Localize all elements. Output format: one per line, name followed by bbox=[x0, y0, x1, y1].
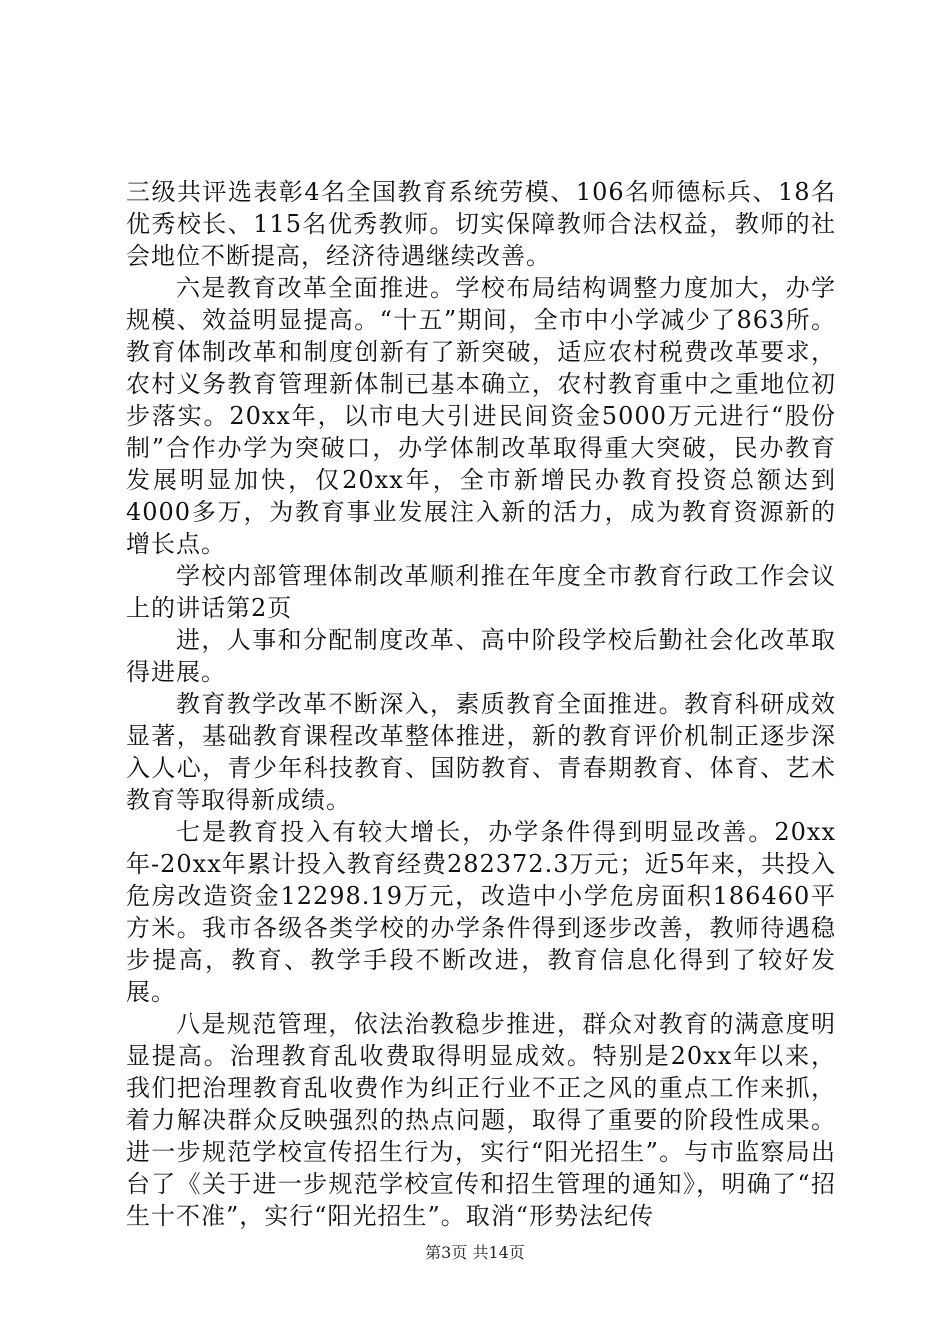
page-number-label: 第3页 共14页 bbox=[425, 1243, 525, 1262]
paragraph-3: 学校内部管理体制改革顺利推在年度全市教育行政工作会议上的讲话第2页 bbox=[126, 562, 836, 622]
paragraph-6: 七是教育投入有较大增长，办学条件得到明显改善。20xx年-20xx年累计投入教育经费282372.3万元；近5年来，共投入危房改造资金12298.19万元，改造中小学危房面积186460平方米。我市各级各类学校的办学条件得到逐步改善，教师待遇稳步提高，教育、教学手段不断改进，教育信息化得到了较好发展。 bbox=[126, 818, 836, 1006]
paragraph-5: 教育教学改革不断深入，素质教育全面推进。教育科研成效显著，基础教育课程改革整体推进，新的教育评价机制正逐步深入人心，青少年科技教育、国防教育、青春期教育、体育、艺术教育等取得新成绩。 bbox=[126, 690, 836, 814]
paragraph-1: 三级共评选表彰4名全国教育系统劳模、106名师德标兵、18名优秀校长、115名优秀教师。切实保障教师合法权益，教师的社会地位不断提高，经济待遇继续改善。 bbox=[126, 178, 836, 270]
page-footer bbox=[0, 1240, 950, 1263]
document-body bbox=[126, 176, 836, 1232]
paragraph-4: 进，人事和分配制度改革、高中阶段学校后勤社会化改革取得进展。 bbox=[126, 626, 836, 686]
paragraph-7: 八是规范管理，依法治教稳步推进，群众对教育的满意度明显提高。治理教育乱收费取得明显成效。特别是20xx年以来，我们把治理教育乱收费作为纠正行业不正之风的重点工作来抓，着力解决群众反映强烈的热点问题，取得了重要的阶段性成果。进一步规范学校宣传招生行为，实行“阳光招生”。与市监察局出台了《关于进一步规范学校宣传和招生管理的通知》，明确了“招生十不准”，实行“阳光招生”。取消“形势法纪传 bbox=[126, 1010, 836, 1230]
paragraph-2: 六是教育改革全面推进。学校布局结构调整力度加大，办学规模、效益明显提高。“十五”期间，全市中小学减少了863所。教育体制改革和制度创新有了新突破，适应农村税费改革要求，农村义务教育管理新体制已基本确立，农村教育重中之重地位初步落实。20xx年，以市电大引进民间资金5000万元进行“股份制”合作办学为突破口，办学体制改革取得重大突破，民办教育发展明显加快，仅20xx年，全市新增民办教育投资总额达到4000多万，为教育事业发展注入新的活力，成为教育资源新的增长点。 bbox=[126, 274, 836, 558]
